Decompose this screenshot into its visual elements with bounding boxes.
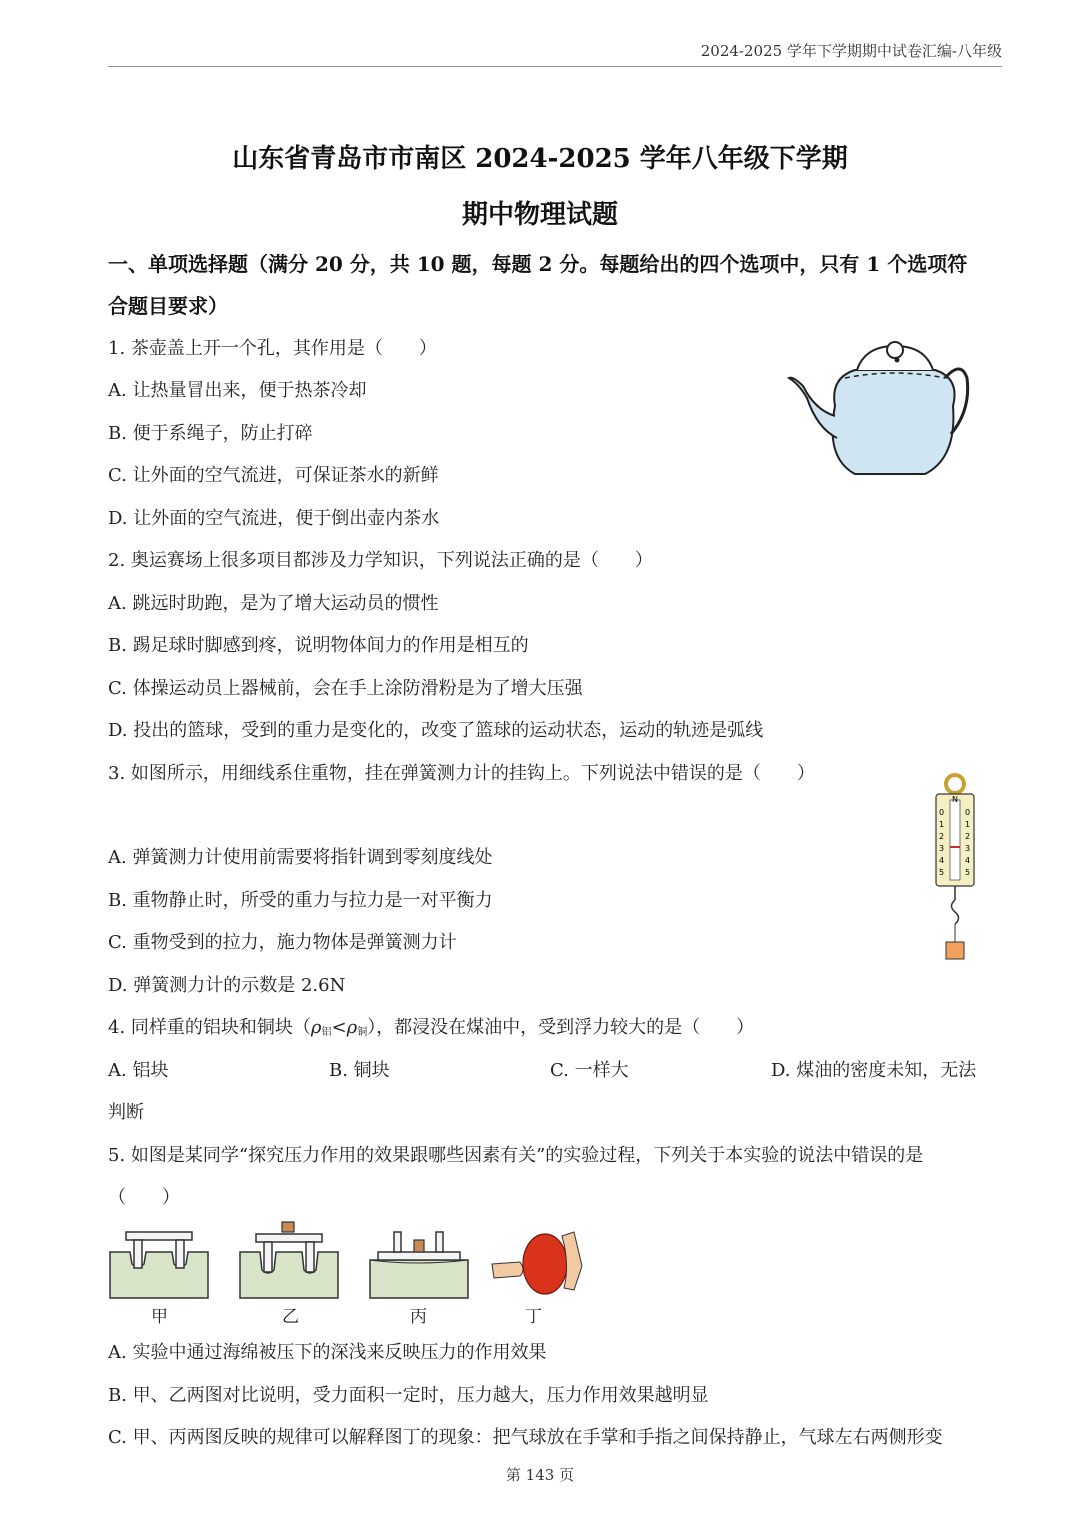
q1-option-a: A. 让热量冒出来，便于热茶冷却	[108, 380, 367, 401]
q3-option-c: C. 重物受到的拉力，施力物体是弹簧测力计	[108, 932, 457, 953]
sponge-figure-yi	[238, 1220, 340, 1302]
q4-option-d-continued: 判断	[108, 1102, 144, 1123]
q4-option-c: C. 一样大	[550, 1060, 629, 1081]
spring-scale-figure	[930, 770, 980, 965]
q1-option-b: B. 便于系绳子，防止打碎	[108, 423, 313, 444]
q2-stem: 2. 奥运赛场上很多项目都涉及力学知识，下列说法正确的是（ ）	[108, 550, 653, 571]
q5-option-a: A. 实验中通过海绵被压下的深浅来反映压力的作用效果	[108, 1342, 547, 1363]
page-number: 第 143 页	[505, 1466, 575, 1484]
section-heading-line1: 一、单项选择题（满分 20 分，共 10 题，每题 2 分。每题给出的四个选项中，只有 1 个选项符	[108, 252, 968, 276]
exam-title-line1: 山东省青岛市市南区 2024-2025 学年八年级下学期	[232, 144, 848, 174]
caption-yi: 乙	[282, 1307, 299, 1327]
sponge-figure-bing	[368, 1228, 472, 1302]
q4-option-a: A. 铝块	[108, 1060, 169, 1081]
tick-left-1: 1	[939, 820, 945, 829]
q5-stem-line2: （ ）	[108, 1187, 180, 1208]
rho-symbol: ρ	[310, 1017, 322, 1038]
q2-option-d: D. 投出的篮球，受到的重力是变化的，改变了篮球的运动状态，运动的轨迹是弧线	[108, 720, 764, 741]
running-header: 2024-2025 学年下学期期中试卷汇编-八年级	[700, 42, 1002, 60]
q5-option-b: B. 甲、乙两图对比说明，受力面积一定时，压力越大，压力作用效果越明显	[108, 1385, 709, 1406]
subscript-copper: 铜	[357, 1027, 368, 1038]
q3-option-d: D. 弹簧测力计的示数是 2.6N	[108, 975, 346, 996]
q3-option-a: A. 弹簧测力计使用前需要将指针调到零刻度线处	[108, 847, 493, 868]
q2-option-c: C. 体操运动员上器械前，会在手上涂防滑粉是为了增大压强	[108, 678, 583, 699]
q4-stem-prefix: 4. 同样重的铝块和铜块（	[108, 1017, 311, 1038]
tick-right-3: 3	[965, 844, 971, 853]
balloon-hands-figure-ding	[490, 1226, 585, 1298]
q4-stem-suffix: ），都浸没在煤油中，受到浮力较大的是（ ）	[367, 1017, 755, 1038]
caption-ding: 丁	[525, 1307, 542, 1327]
header-divider	[108, 66, 1002, 67]
tick-right-1: 1	[965, 820, 971, 829]
tick-left-3: 3	[939, 844, 945, 853]
q1-option-d: D. 让外面的空气流进，便于倒出壶内茶水	[108, 508, 440, 529]
section-heading-line2: 合题目要求）	[108, 294, 228, 318]
sponge-figure-jia	[108, 1230, 210, 1302]
tick-left-0: 0	[939, 808, 945, 817]
tick-left-4: 4	[939, 856, 945, 865]
q1-stem: 1. 茶壶盖上开一个孔，其作用是（ ）	[108, 338, 437, 359]
q2-option-a: A. 跳远时助跑，是为了增大运动员的惯性	[108, 593, 439, 614]
tick-left-2: 2	[939, 832, 945, 841]
q2-option-b: B. 踢足球时脚感到疼，说明物体间力的作用是相互的	[108, 635, 529, 656]
tick-right-0: 0	[965, 808, 971, 817]
tick-right-2: 2	[965, 832, 971, 841]
less-than-symbol: <	[331, 1017, 347, 1038]
q3-stem: 3. 如图所示，用细线系住重物，挂在弹簧测力计的挂钩上。下列说法中错误的是（ ）	[108, 763, 815, 784]
teapot-figure	[785, 338, 975, 483]
q3-option-b: B. 重物静止时，所受的重力与拉力是一对平衡力	[108, 890, 493, 911]
subscript-aluminum: 铝	[321, 1027, 332, 1038]
tick-right-5: 5	[965, 868, 971, 877]
q4-option-d: D. 煤油的密度未知，无法	[771, 1060, 977, 1081]
caption-jia: 甲	[151, 1307, 168, 1327]
rho-symbol: ρ	[346, 1017, 358, 1038]
caption-bing: 丙	[410, 1307, 427, 1327]
tick-left-5: 5	[939, 868, 945, 877]
q5-option-c: C. 甲、丙两图反映的规律可以解释图丁的现象：把气球放在手掌和手指之间保持静止，气球左右两侧形变	[108, 1427, 943, 1448]
q4-option-b: B. 铜块	[329, 1060, 390, 1081]
tick-right-4: 4	[965, 856, 971, 865]
q4-stem	[108, 1013, 754, 1039]
q1-option-c: C. 让外面的空气流进，可保证茶水的新鲜	[108, 465, 439, 486]
scale-unit-label: N	[952, 795, 958, 804]
exam-title-line2: 期中物理试题	[461, 200, 618, 230]
q5-stem-line1: 5. 如图是某同学“探究压力作用的效果跟哪些因素有关”的实验过程，下列关于本实验的说法中错误的是	[108, 1145, 924, 1166]
